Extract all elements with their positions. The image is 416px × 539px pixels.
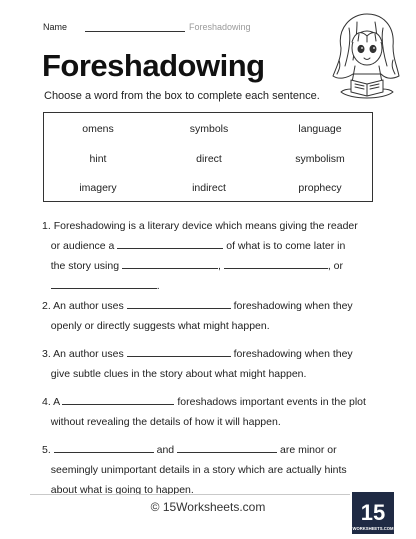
question-text: openly or directly suggests what might happen. [50, 320, 270, 332]
word-bank-item: language [298, 123, 342, 135]
word-bank-item: hint [89, 153, 107, 165]
answer-blank[interactable] [177, 443, 277, 453]
answer-blank[interactable] [122, 259, 218, 269]
question-1 [42, 216, 382, 296]
logo-number: 15 [360, 500, 386, 525]
question-text: Foreshadowing is a literary device which means giving the reader [53, 220, 358, 232]
worksheets-logo-icon [352, 492, 394, 534]
name-label: Name [43, 22, 68, 32]
word-bank-item: symbolism [295, 153, 345, 165]
question-number: 5. [42, 444, 51, 456]
subject-label: Foreshadowing [189, 22, 251, 32]
question-text: about what is going to happen. [50, 484, 194, 496]
footer-divider [30, 494, 350, 495]
instruction-text: Choose a word from the box to complete each sentence. [44, 90, 320, 102]
question-2 [42, 296, 382, 336]
question-text: give subtle clues in the story about what might happen. [50, 368, 307, 380]
word-bank-item: direct [196, 153, 222, 165]
answer-blank[interactable] [127, 299, 231, 309]
answer-blank[interactable] [127, 347, 231, 357]
answer-blank[interactable] [224, 259, 328, 269]
word-bank-item: symbols [189, 123, 229, 135]
name-field[interactable] [85, 31, 185, 32]
answer-blank[interactable] [54, 443, 154, 453]
word-bank-item: indirect [192, 182, 226, 194]
question-text: or audience a [50, 240, 115, 252]
question-number: 2. [42, 300, 51, 312]
answer-blank[interactable] [51, 279, 157, 289]
answer-blank[interactable] [117, 239, 223, 249]
word-bank-item: omens [82, 123, 114, 135]
question-text: , or [327, 260, 343, 272]
question-text: foreshadows important events in the plot [177, 396, 366, 408]
question-text: foreshadowing when they [233, 348, 353, 360]
question-3 [42, 344, 382, 384]
question-number: 4. [42, 396, 51, 408]
page-title: Foreshadowing [42, 48, 265, 83]
question-text: and [156, 444, 175, 456]
girl-reading-illustration [327, 8, 405, 108]
question-text: , [217, 260, 221, 272]
question-text: are minor or [279, 444, 337, 456]
question-5 [42, 440, 382, 500]
name-row [43, 22, 251, 32]
question-text: An author uses [53, 348, 124, 360]
question-text: seemingly unimportant details in a story which are actually hints [50, 464, 347, 476]
question-text: foreshadowing when they [233, 300, 353, 312]
question-text: An author uses [53, 300, 124, 312]
word-bank-box [43, 112, 373, 202]
word-bank-item: imagery [79, 182, 117, 194]
question-text: the story using [50, 260, 120, 272]
question-text: . [156, 280, 160, 292]
logo-text: WORKSHEETS.COM [352, 526, 394, 531]
word-bank-item: prophecy [298, 182, 342, 194]
answer-blank[interactable] [62, 395, 174, 405]
question-text: without revealing the details of how it will happen. [50, 416, 281, 428]
question-4 [42, 392, 382, 432]
question-text: of what is to come later in [226, 240, 346, 252]
question-number: 3. [42, 348, 51, 360]
footer-copyright: © 15Worksheets.com [150, 500, 266, 514]
question-text: A [53, 396, 60, 408]
question-number: 1. [42, 220, 51, 232]
